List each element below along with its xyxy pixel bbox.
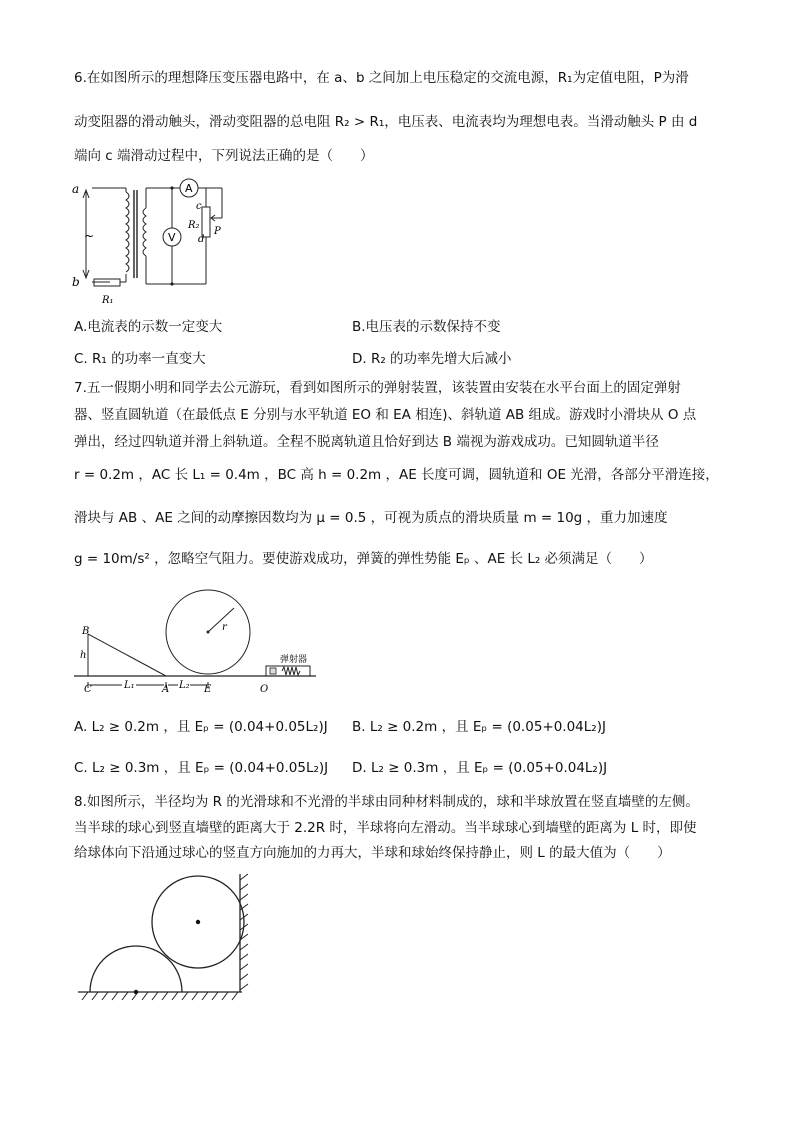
label-r: r <box>222 622 227 633</box>
label-b-point: B <box>82 626 90 637</box>
q6-option-c: C. R₁ 的功率一直变大 <box>74 351 206 367</box>
q6-line-3: 端向 c 端滑动过程中，下列说法正确的是（ ） <box>74 148 374 164</box>
label-a-point: A <box>162 684 170 695</box>
q7-line-2: 器、竖直圆轨道（在最低点 E 分别与水平轨道 EO 和 EA 相连)、斜轨道 AB 组成。游戏时小滑块从 O 点 <box>74 407 697 423</box>
q6-circuit-diagram <box>70 178 240 308</box>
label-c-point: C <box>84 684 92 695</box>
q7-line-6: g = 10m/s² ，忽略空气阻力。要使游戏成功，弹簧的弹性势能 Eₚ 、AE 长 L₂ 必须满足（ ） <box>74 551 653 567</box>
label-l1: L₁ <box>124 680 135 691</box>
sphere-center-dot <box>196 920 200 924</box>
q6-line-2: 动变阻器的滑动触头，滑动变阻器的总电阻 R₂ > R₁，电压表、电流表均为理想电表。当滑动触头 P 由 d <box>74 114 698 130</box>
q7-line-4: r = 0.2m ，AC 长 L₁ = 0.4m ，BC 高 h = 0.2m ，AE 长度可调，圆轨道和 OE 光滑，各部分平滑连接， <box>74 467 719 483</box>
q7-line-3: 弹出，经过四轨道并滑上斜轨道。全程不脱离轨道且恰好到达 B 端视为游戏成功。已知圆轨道半径 <box>74 434 659 450</box>
voltmeter-symbol: V <box>168 231 176 244</box>
ammeter-symbol: A <box>185 182 193 195</box>
label-h: h <box>80 650 87 661</box>
q6-option-b: B.电压表的示数保持不变 <box>352 319 501 335</box>
label-r2: R₂ <box>188 220 200 231</box>
q8-line-3: 给球体向下沿通过球心的竖直方向施加的力再大，半球和球始终保持静止，则 L 的最大值为（ ） <box>74 845 671 861</box>
q7-option-a: A. L₂ ≥ 0.2m ，且 Eₚ = (0.04+0.05L₂)J <box>74 719 328 735</box>
label-a: a <box>72 182 80 196</box>
q7-option-c: C. L₂ ≥ 0.3m ，且 Eₚ = (0.04+0.05L₂)J <box>74 760 329 776</box>
q6-line-1: 6.在如图所示的理想降压变压器电路中，在 a、b 之间加上电压稳定的交流电源，R₁为定值电阻，P为滑 <box>74 70 689 86</box>
q7-line-5: 滑块与 AB 、AE 之间的动摩擦因数均为 μ = 0.5 ，可视为质点的滑块质量 m = 10g ，重力加速度 <box>74 510 668 526</box>
hemisphere-center-dot <box>134 990 138 994</box>
q6-option-a: A.电流表的示数一定变大 <box>74 319 223 335</box>
label-l2: L₂ <box>179 680 190 691</box>
label-c: c <box>196 201 202 212</box>
q6-option-d: D. R₂ 的功率先增大后减小 <box>352 351 512 367</box>
label-b: b <box>72 275 80 289</box>
label-launcher: 弹射器 <box>280 655 308 665</box>
label-e-point: E <box>204 684 212 695</box>
label-o-point: O <box>260 684 269 695</box>
q8-line-2: 当半球的球心到竖直墙壁的距离大于 2.2R 时，半球将向左滑动。当半球球心到墙壁的距离为 L 时，即使 <box>74 820 697 836</box>
label-r1: R₁ <box>102 295 114 306</box>
label-p: P <box>214 226 221 237</box>
q8-line-1: 8.如图所示，半径均为 R 的光滑球和不光滑的半球由同种材料制成的，球和半球放置在竖直墙壁的左侧。 <box>74 794 699 810</box>
q7-launcher-track-diagram <box>74 590 324 700</box>
q7-line-1: 7.五一假期小明和同学去公元游玩，看到如图所示的弹射装置，该装置由安装在水平台面上的固定弹射 <box>74 380 681 396</box>
q7-option-b: B. L₂ ≥ 0.2m ，且 Eₚ = (0.05+0.04L₂)J <box>352 719 606 735</box>
label-d: d <box>198 234 205 245</box>
q8-sphere-hemisphere-diagram <box>74 868 254 1008</box>
ac-source-symbol: ~ <box>84 229 95 243</box>
q7-option-d: D. L₂ ≥ 0.3m ，且 Eₚ = (0.05+0.04L₂)J <box>352 760 608 776</box>
